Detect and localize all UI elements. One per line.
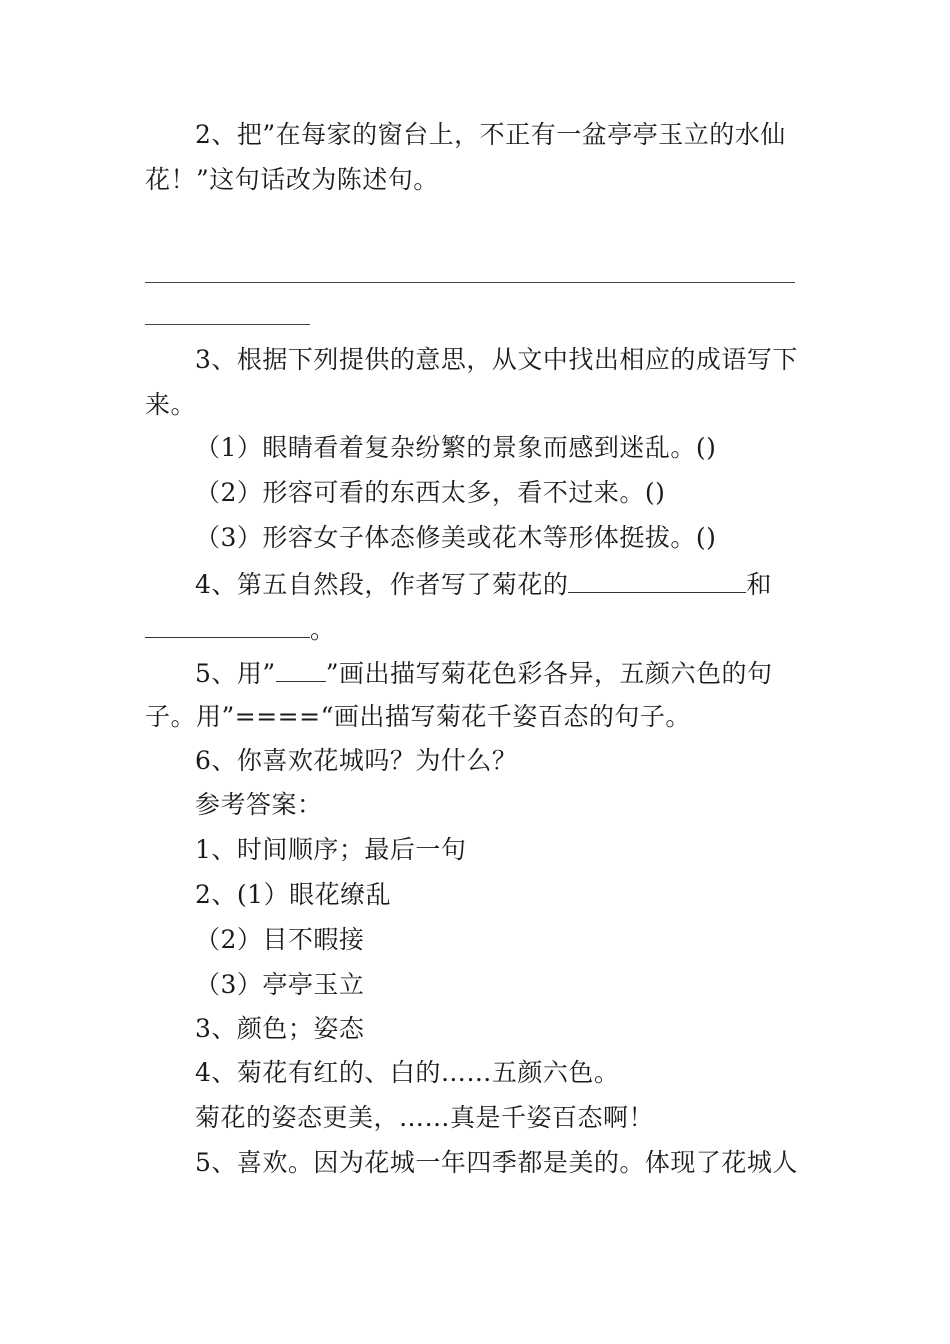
answer-line-1: 1、时间顺序；最后一句 [195, 835, 467, 864]
question-4-prefix: 4、第五自然段，作者写了菊花的 [195, 570, 569, 599]
question-3-item-1: （1）眼睛看着复杂纷繁的景象而感到迷乱。() [195, 433, 717, 462]
question-3-line-2: 来。 [145, 390, 197, 419]
question-6: 6、你喜欢花城吗？为什么？ [195, 746, 518, 775]
question-2-line-1: 2、把”在每家的窗台上，不正有一盆亭亭玉立的水仙 [195, 120, 786, 149]
question-2-line-2: 花！”这句话改为陈述句。 [145, 165, 439, 194]
answer-line-8: 5、喜欢。因为花城一年四季都是美的。体现了花城人 [195, 1148, 798, 1177]
answer-line-7: 菊花的姿态更美，……真是千姿百态啊！ [195, 1103, 655, 1132]
answer-line-4: （3）亭亭玉立 [195, 970, 365, 999]
question-4-suffix: 。 [310, 615, 336, 644]
answer-line-6: 4、菊花有红的、白的……五颜六色。 [195, 1058, 620, 1087]
question-5-part-1: 5、用” [195, 659, 276, 688]
question-5-part-2: ”画出描写菊花色彩各异，五颜六色的句 [325, 659, 773, 688]
question-4-line-1 [195, 568, 772, 600]
answer-line-5: 3、颜色；姿态 [195, 1014, 365, 1043]
question-4-blank-1[interactable] [568, 568, 746, 593]
question-5-line-2: 子。用”====“画出描写菊花千姿百态的句子。 [145, 702, 691, 731]
question-4-middle: 和 [746, 570, 772, 599]
answer-line-2: 2、(1）眼花缭乱 [195, 880, 392, 909]
question-4-line-2 [145, 613, 336, 645]
question-5-underline-sample [276, 657, 326, 682]
question-3-line-1: 3、根据下列提供的意思，从文中找出相应的成语写下 [195, 345, 798, 374]
answer-line-3: （2）目不暇接 [195, 925, 365, 954]
question-5-line-1 [195, 657, 772, 689]
question-3-item-3: （3）形容女子体态修美或花木等形体挺拔。() [195, 523, 717, 552]
answer-blank-line-2[interactable] [145, 324, 310, 325]
answer-blank-line-1[interactable] [145, 282, 795, 283]
question-4-blank-2[interactable] [145, 613, 310, 638]
question-3-item-2: （2）形容可看的东西太多，看不过来。() [195, 478, 666, 507]
answers-heading: 参考答案： [195, 790, 323, 819]
